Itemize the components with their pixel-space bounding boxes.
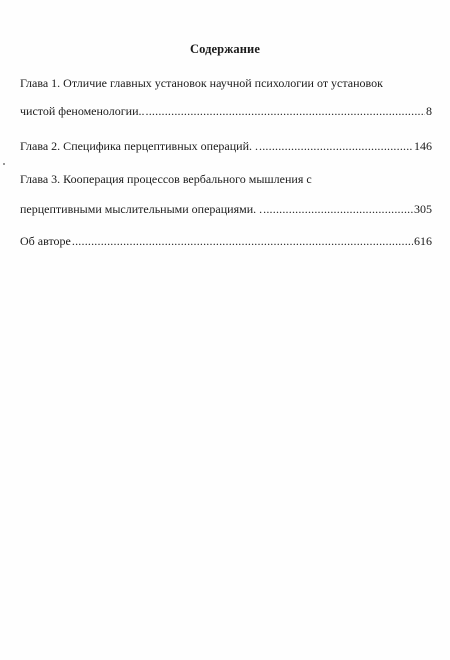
toc-page-number: 305 (414, 202, 432, 216)
toc-entry-text: перцептивными мыслительными операциями. . (20, 202, 263, 216)
toc-entry-text: Глава 1. Отличие главных установок научной психологии от установок (20, 76, 383, 90)
toc-entry-2-line-1 (20, 139, 432, 153)
dot-leader (263, 202, 413, 216)
toc-entry-4-line-1 (20, 234, 432, 248)
toc-entry-3-line-1 (20, 172, 432, 186)
toc-entry-1-line-2 (20, 104, 432, 118)
toc-entry-text: чистой феноменологии.. (20, 104, 145, 118)
toc-page-number: 146 (414, 139, 432, 153)
toc-entry-3-line-2 (20, 202, 432, 216)
toc-entry-text: Об авторе (20, 234, 71, 248)
toc-entry-text: Глава 3. Кооперация процессов вербального мышления с (20, 172, 312, 186)
dot-leader (259, 139, 413, 153)
toc-title: Содержание (189, 42, 260, 56)
toc-page-number: 8 (426, 104, 432, 118)
table-of-contents (20, 0, 432, 660)
toc-entry-text: Глава 2. Специфика перцептивных операций. . (20, 139, 259, 153)
dot-leader (72, 234, 413, 248)
dot-leader (146, 104, 425, 118)
scan-speck (3, 163, 5, 165)
toc-page-number: 616 (414, 234, 432, 248)
toc-entry-1-line-1 (20, 76, 432, 90)
